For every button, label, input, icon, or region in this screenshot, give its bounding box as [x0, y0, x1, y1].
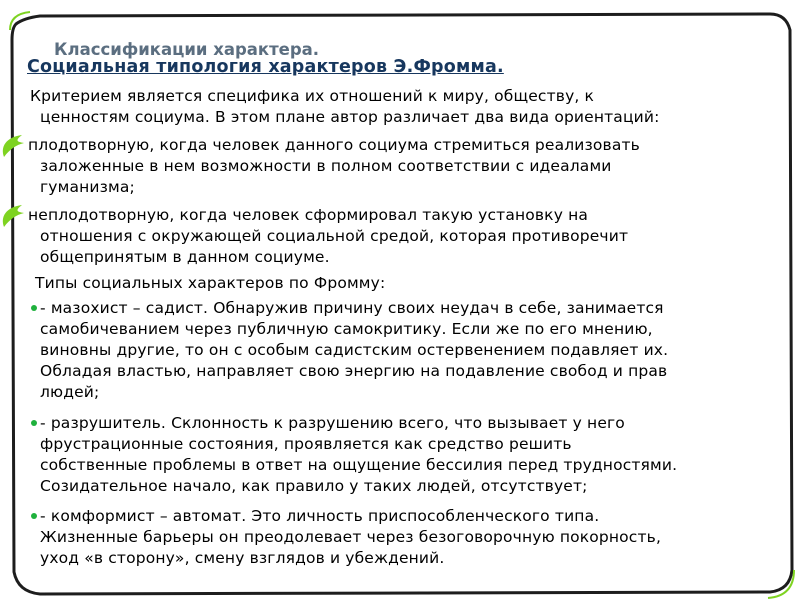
orientation-line: общепринятым в данном социуме.	[40, 248, 330, 266]
leaf-bullet-icon	[0, 133, 26, 159]
overlay-title: Классификации характера.	[54, 40, 320, 59]
type-line: - разрушитель. Склонность к разрушению всего, что вызывает у него	[40, 414, 625, 432]
type-line: Созидательное начало, как правило у таких людей, отсутствует;	[40, 477, 588, 495]
orientation-line: заложенные в нем возможности в полном соответствии с идеалами	[40, 157, 612, 175]
type-line: самобичеванием через публичную самокритику. Если же по его мнению,	[40, 320, 653, 338]
bullet-dot-icon	[31, 513, 37, 519]
orientation-line: плодотворную, когда человек данного социума стремиться реализовать	[28, 136, 640, 154]
bullet-dot-icon	[31, 305, 37, 311]
type-line: - комформист – автомат. Это личность приспособленческого типа.	[40, 507, 600, 525]
orientation-line: гуманизма;	[40, 178, 135, 196]
types-heading: Типы социальных характеров по Фромму:	[35, 274, 386, 292]
type-line: людей;	[40, 383, 100, 401]
type-line: - мазохист – садист. Обнаружив причину своих неудач в себе, занимается	[40, 299, 664, 317]
slide-title: Социальная типология характеров Э.Фромма.	[27, 57, 504, 77]
bullet-dot-icon	[31, 420, 37, 426]
type-line: виновны другие, то он с особым садистским остервенением подавляет их.	[40, 341, 669, 359]
type-line: фрустрационные состояния, проявляется как средство решить	[40, 435, 572, 453]
intro-line: Критерием является специфика их отношений к миру, обществу, к	[30, 87, 595, 105]
leaf-bullet-icon	[0, 203, 26, 229]
orientation-line: отношения с окружающей социальной средой, которая противоречит	[40, 227, 629, 245]
type-line: Обладая властью, направляет свою энергию на подавление свобод и прав	[40, 362, 668, 380]
intro-line: ценностям социума. В этом плане автор различает два вида ориентаций:	[40, 108, 660, 126]
type-line: собственные проблемы в ответ на ощущение бессилия перед трудностями.	[40, 456, 678, 474]
type-line: Жизненные барьеры он преодолевает через безоговорочную покорность,	[40, 528, 662, 546]
type-line: уход «в сторону», смену взглядов и убеждений.	[40, 549, 445, 567]
orientation-line: неплодотворную, когда человек сформировал такую установку на	[28, 206, 589, 224]
